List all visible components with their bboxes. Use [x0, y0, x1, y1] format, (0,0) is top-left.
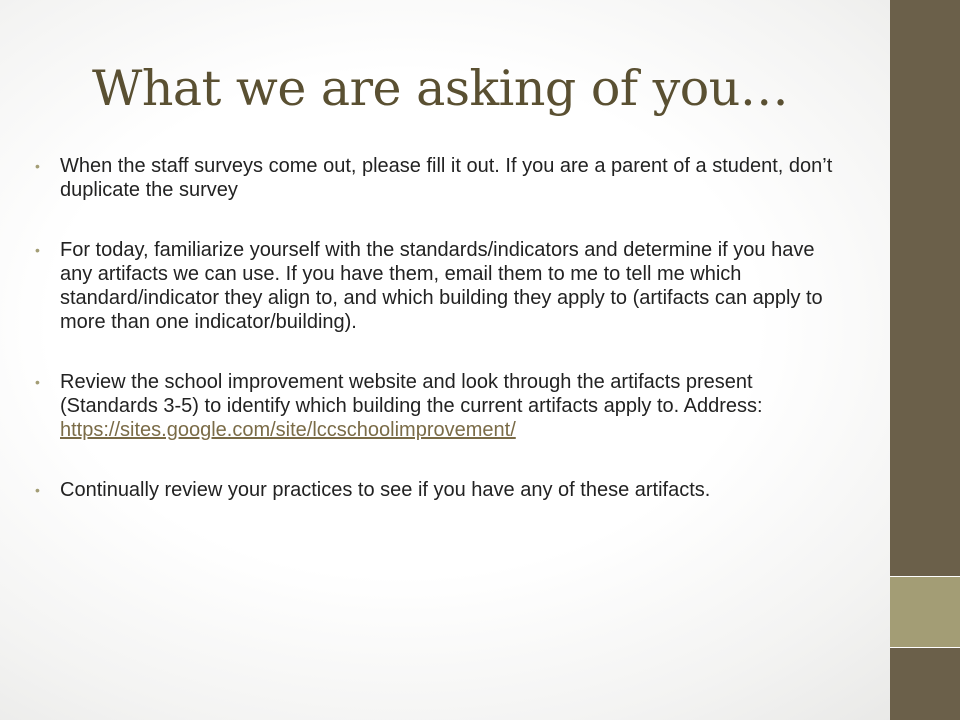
- bullet-icon: •: [35, 374, 40, 390]
- bullet-icon: •: [35, 242, 40, 258]
- slide-title: What we are asking of you…: [92, 60, 789, 117]
- bullet-list: [34, 154, 834, 502]
- sidebar-top-block: [890, 0, 960, 576]
- bullet-text: For today, familiarize yourself with the standards/indicators and determine if you have any artifacts we can use. If you have them, email them to me to tell me which standard/indicator they align to, and which building they apply to (artifacts can apply to more than one indicator/building).: [60, 239, 823, 333]
- sidebar-bottom-block: [890, 648, 960, 720]
- bullet-icon: •: [35, 482, 40, 498]
- bullet-item: [34, 370, 834, 442]
- bullet-text: Review the school improvement website and look through the artifacts present (Standards 3-5) to identify which building the current artifacts apply to. Address:: [60, 371, 763, 417]
- bullet-item: [34, 154, 834, 202]
- bullet-text: When the staff surveys come out, please fill it out. If you are a parent of a student, don’t duplicate the survey: [60, 155, 833, 201]
- sidebar-middle-block: [890, 577, 960, 647]
- bullet-icon: •: [35, 158, 40, 174]
- website-link[interactable]: https://sites.google.com/site/lccschoolimprovement/: [60, 419, 516, 441]
- bullet-item: [34, 238, 834, 334]
- bullet-text: Continually review your practices to see if you have any of these artifacts.: [60, 479, 711, 501]
- bullet-item: [34, 478, 834, 502]
